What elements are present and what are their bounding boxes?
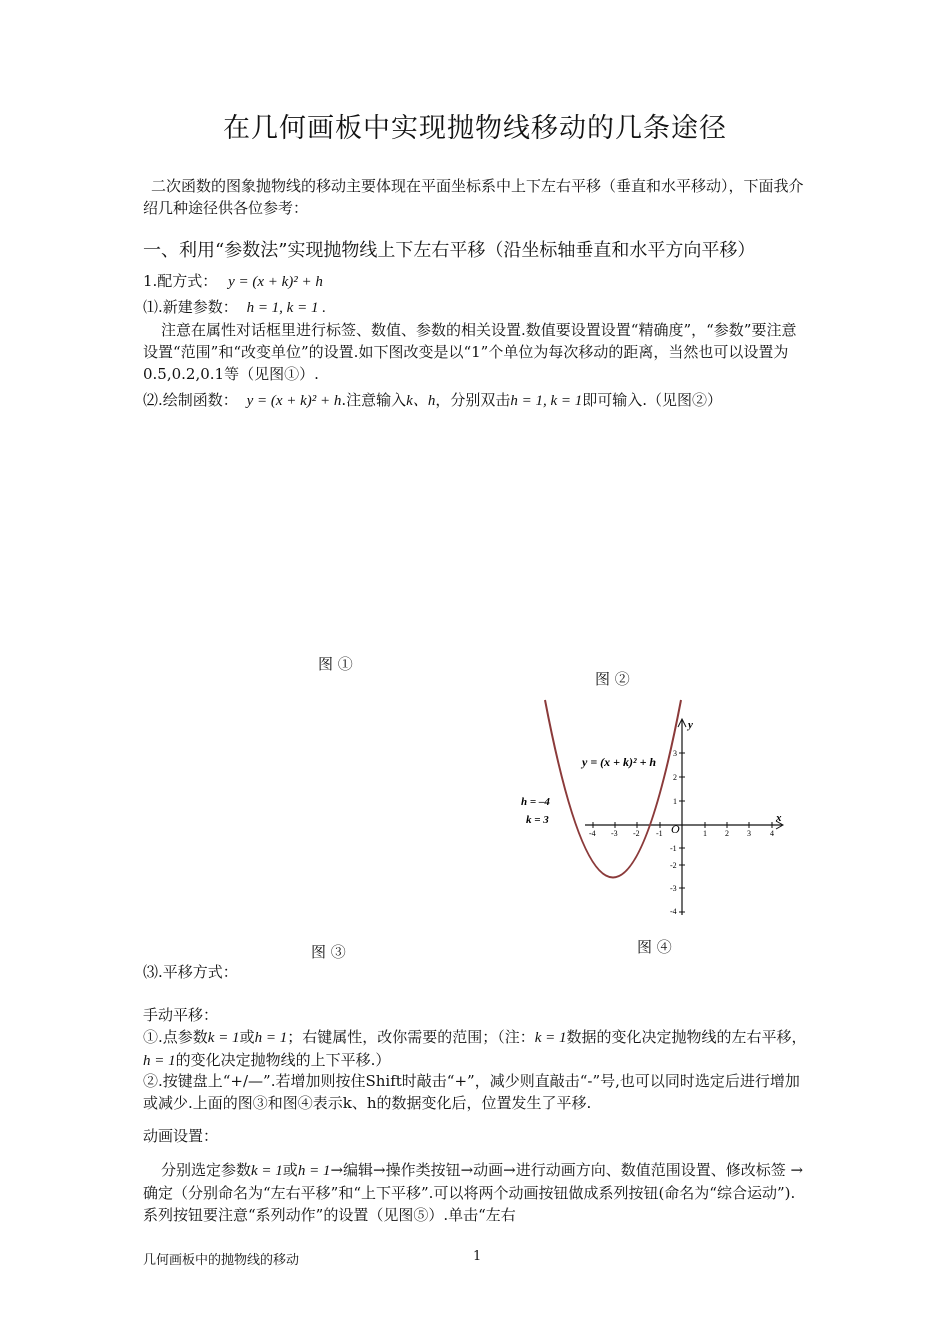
- manual1-formula-k2: k = 1: [534, 1030, 567, 1046]
- x-tick-label: -1: [656, 829, 663, 838]
- manual1-formula-h2: h = 1: [143, 1053, 176, 1069]
- y-tick-label: -2: [670, 861, 677, 870]
- section-heading: 一、利用“参数法”实现抛物线上下左右平移（沿坐标轴垂直和水平方向平移）: [143, 240, 756, 261]
- step1-formula: h = 1, k = 1 .: [246, 300, 326, 316]
- y-tick-label: -4: [670, 907, 677, 916]
- h-value-label: h = –4: [521, 796, 550, 808]
- animation-text-a: 分别选定参数: [161, 1161, 252, 1179]
- step2-formula: y = (x + k)² + h: [246, 393, 342, 409]
- fig3-caption: 图 ③: [311, 943, 346, 961]
- animation-formula-k: k = 1: [251, 1163, 283, 1179]
- step2-text-c: 即可输入.（见图②）: [582, 391, 723, 409]
- animation-text-c: →编辑→操作类按钮→动画→进行动画方向、数值范围设置、修改标签 → 确定（分别命名为“左右平移”和“上下平移”.可以将两个动画按钮做成系列按钮(命名为“综合运动”).系列按钮要注意“系列动作”的设置（见图⑤）.单击“左右: [143, 1161, 804, 1224]
- x-tick-label: -2: [633, 829, 640, 838]
- step1-line: [143, 296, 326, 317]
- fig2-caption: 图 ②: [595, 670, 630, 688]
- manual1-text-b: 或: [239, 1028, 255, 1046]
- x-tick-label: 3: [747, 829, 751, 838]
- x-axis-label: x: [776, 812, 782, 824]
- manual1-paragraph: [143, 1026, 810, 1072]
- document-title: 在几何画板中实现抛物线移动的几条途径: [223, 113, 727, 144]
- animation-formula-h: h = 1: [297, 1163, 331, 1179]
- manual1-formula-k: k = 1: [207, 1030, 240, 1046]
- note1-paragraph: 注意在属性对话框里进行标签、数值、参数的相关设置.数值要设置设置“精确度”，“参数”要注意设置“范围”和“改变单位”的设置.如下图改变是以“1”个单位为每次移动的距离，当然也可以设置为0.5,0.2,0.1等（见图①）.: [143, 321, 797, 383]
- step2-label: ⑵.绘制函数：: [143, 391, 238, 409]
- footer-title: 几何画板中的抛物线的移动: [143, 1253, 300, 1268]
- intro-paragraph: 二次函数的图象抛物线的移动主要体现在平面坐标系中上下左右平移（垂直和水平移动），下面我介绍几种途径供各位参考：: [143, 177, 804, 217]
- step2-text-a: .注意输入: [341, 391, 407, 409]
- manual2-paragraph: ②.按键盘上“+/—”.若增加则按住Shift时敲击“+”，减少则直敲击“-”号,也可以同时选定后进行增加或减少.上面的图③和图④表示k、h的数据变化后，位置发生了平移.: [143, 1072, 800, 1112]
- manual1-text-f: 的变化决定抛物线的上下平移.）: [175, 1051, 391, 1069]
- origin-label: O: [671, 822, 680, 836]
- manual1-text-a: ①.点参数: [143, 1028, 208, 1046]
- k-value-label: k = 3: [526, 814, 549, 826]
- y-tick-label: 1: [673, 797, 677, 806]
- animation-paragraph: [143, 1159, 810, 1226]
- step2-text-b: ，分别双击: [435, 391, 511, 409]
- step3-label: ⑶.平移方式：: [143, 963, 238, 981]
- step2-vars: k、h: [406, 393, 436, 409]
- equation-label: y = (x + k)² + h: [582, 755, 657, 769]
- parabola-graph: [510, 695, 800, 925]
- item1-line: [143, 270, 323, 291]
- y-axis-label: y: [688, 719, 693, 731]
- animation-heading: 动画设置：: [143, 1127, 219, 1145]
- manual1-text-e: 的左右平移，: [716, 1028, 807, 1046]
- y-tick-label: -1: [670, 844, 677, 853]
- step2-line: [143, 389, 722, 410]
- x-tick-label: 2: [725, 829, 729, 838]
- y-tick-label: 3: [673, 749, 677, 758]
- step2-formula2: h = 1, k = 1: [510, 393, 583, 409]
- y-tick-label: -3: [670, 884, 677, 893]
- animation-text-b: 或: [282, 1161, 298, 1179]
- x-tick-label: 1: [703, 829, 707, 838]
- fig4-caption: 图 ④: [637, 938, 672, 956]
- manual1-formula-h: h = 1: [254, 1030, 288, 1046]
- page-number: 1: [473, 1249, 482, 1264]
- manual-heading: 手动平移：: [143, 1006, 219, 1024]
- manual1-text-d: 数据的变化决定抛物线: [566, 1028, 717, 1046]
- item1-formula: y = (x + k)² + h: [228, 274, 323, 290]
- manual1-text-c: ；右键属性，改你需要的范围；（注：: [287, 1028, 535, 1046]
- x-tick-label: -3: [611, 829, 618, 838]
- x-tick-label: -4: [589, 829, 596, 838]
- step1-label: ⑴.新建参数：: [143, 298, 238, 316]
- x-tick-label: 4: [770, 829, 774, 838]
- item1-label: 1.配方式：: [143, 272, 218, 290]
- y-tick-label: 2: [673, 773, 677, 782]
- parabola-curve: [545, 700, 681, 878]
- fig1-caption: 图 ①: [318, 655, 353, 673]
